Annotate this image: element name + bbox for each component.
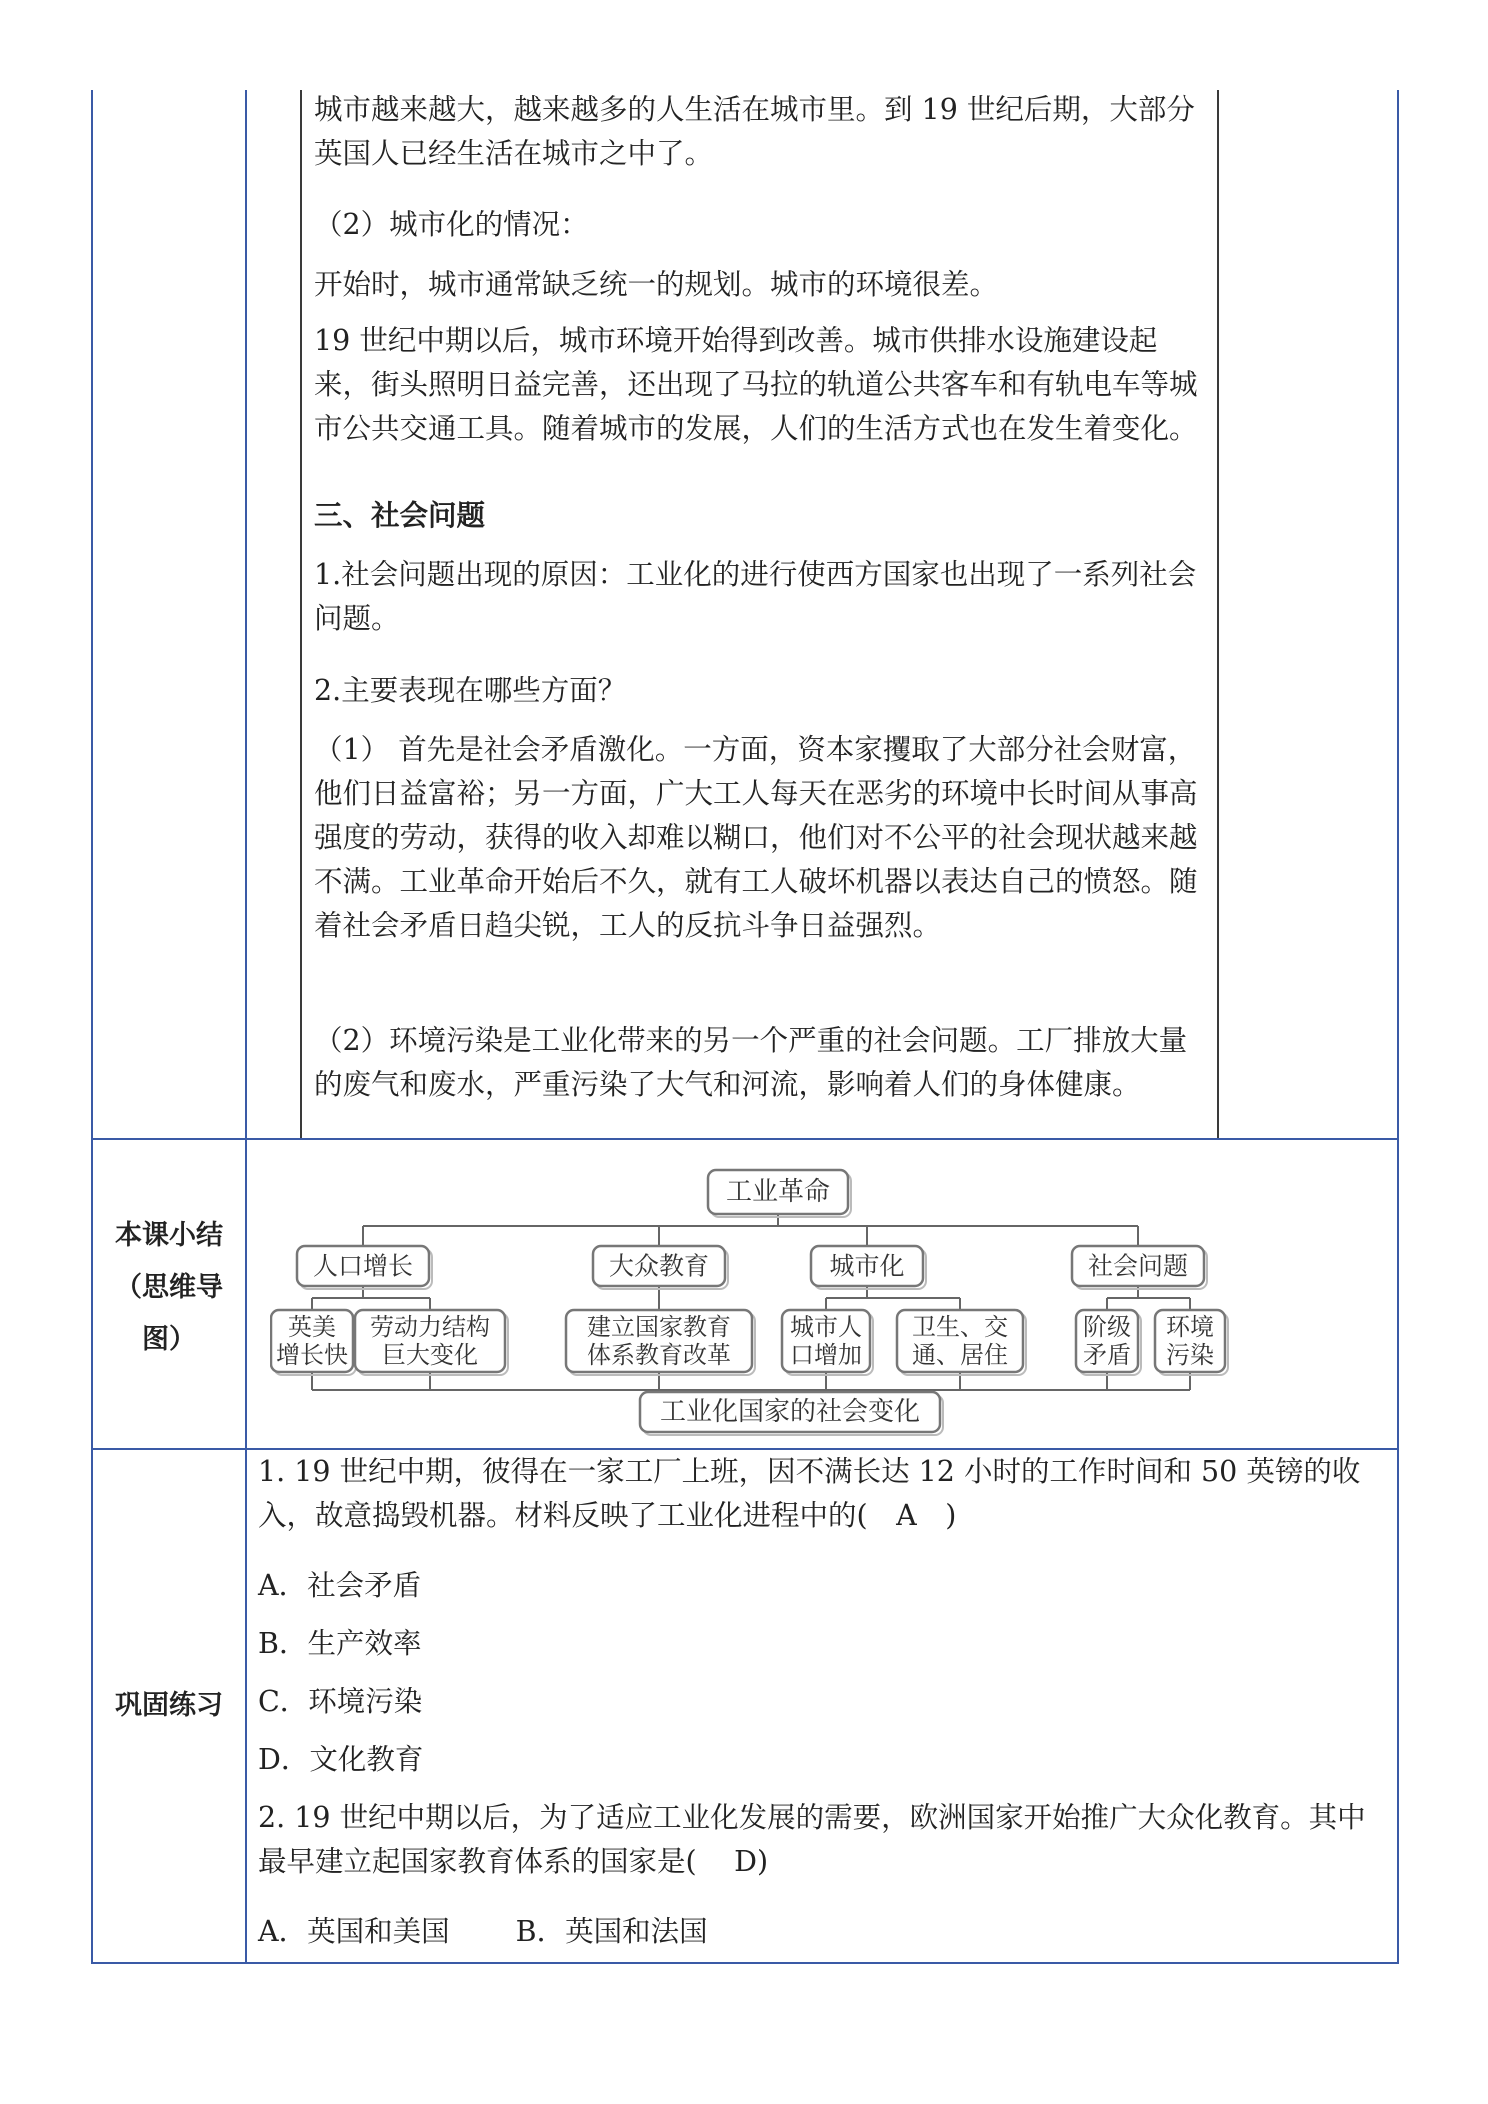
mind-map-root [708, 1170, 851, 1217]
paragraph-environment-pollution: （2）环境污染是工业化带来的另一个严重的社会问题。工厂排放大量的废气和废水，严重污染了大气和河流，影响着人们的身体健康。 [314, 1024, 1188, 1101]
mind-map-bottom-text: 工业化国家的社会变化 [659, 1397, 921, 1427]
mind-map-leaf-text: 英美 [288, 1313, 336, 1341]
mind-map-leaf [1076, 1310, 1141, 1375]
mind-map-leaf-text: 建立国家教育 [587, 1313, 731, 1341]
summary-label-line-1: 本课小结 [115, 1220, 223, 1251]
summary-label-line-3: 图） [142, 1324, 196, 1355]
mind-map-leaf [355, 1310, 508, 1375]
mind-map-leaf-text: 巨大变化 [382, 1341, 478, 1369]
question-2-options: A．英国和美国 B．英国和法国 [258, 1915, 708, 1948]
mind-map [270, 1168, 1270, 1438]
paragraph-urban-start: 开始时，城市通常缺乏统一的规划。城市的环境很差。 [314, 268, 999, 301]
mind-map-leaf [782, 1310, 873, 1375]
mind-map-leaf-text: 口增加 [790, 1341, 862, 1369]
table-bottom-border [91, 1962, 1399, 1964]
question-1-option-a: A．社会矛盾 [258, 1569, 422, 1602]
summary-label-line-2: （思维导 [115, 1272, 223, 1303]
mind-map-bottom [640, 1392, 943, 1435]
mind-map-leaf-text: 体系教育改革 [587, 1341, 731, 1369]
table-row-divider-1 [91, 1138, 1399, 1140]
mind-map-branch-text: 城市化 [829, 1251, 905, 1281]
question-1-stem: 1. 19 世纪中期，彼得在一家工厂上班，因不满长达 12 小时的工作时间和 50 英镑的收入，故意捣毁机器。材料反映了工业化进程中的( A ) [258, 1455, 1361, 1532]
practice-label: 巩固练习 [115, 1690, 223, 1721]
mind-map-branch [297, 1246, 432, 1289]
mind-map-leaf-text: 阶级 [1083, 1313, 1131, 1341]
mind-map-root-text: 工业革命 [725, 1177, 831, 1207]
question-1-option-d: D．文化教育 [258, 1743, 424, 1776]
mind-map-leaf [897, 1310, 1026, 1375]
question-1-option-c: C．环境污染 [258, 1685, 423, 1718]
paragraph-urban-improvement: 19 世纪中期以后，城市环境开始得到改善。城市供排水设施建设起来，街头照明日益完善，还出现了马拉的轨道公共客车和有轨电车等城市公共交通工具。随着城市的发展，人们的生活方式也在发生着变化。 [314, 324, 1198, 445]
question-2-stem: 2. 19 世纪中期以后，为了适应工业化发展的需要，欧洲国家开始推广大众化教育。其中最早建立起国家教育体系的国家是( D) [258, 1801, 1366, 1878]
mind-map-leaf-text: 城市人 [790, 1313, 862, 1341]
mind-map-branch [593, 1246, 728, 1289]
inner-box-right-border [1217, 90, 1219, 1138]
mind-map-branch-text: 人口增长 [312, 1251, 414, 1281]
table-right-border [1397, 90, 1399, 1964]
paragraph-social-problem-cause: 1.社会问题出现的原因：工业化的进行使西方国家也出现了一系列社会问题。 [314, 558, 1197, 635]
mind-map-leaf [1155, 1310, 1228, 1375]
paragraph-urbanization-heading: （2）城市化的情况： [314, 208, 589, 241]
question-1-option-b: B．生产效率 [258, 1627, 422, 1660]
inner-box-left-border [300, 90, 302, 1138]
mind-map-branch [1072, 1246, 1207, 1289]
mind-map-leaf-text: 矛盾 [1083, 1341, 1131, 1369]
paragraph-social-conflict: （1） 首先是社会矛盾激化。一方面，资本家攫取了大部分社会财富，他们日益富裕；另一方面，广大工人每天在恶劣的环境中长时间从事高强度的劳动，获得的收入却难以糊口，他们对不公平的社会现状越来越不满。工业革命开始后不久，就有工人破坏机器以表达自己的愤怒。随着社会矛盾日趋尖锐，工人的反抗斗争日益强烈。 [314, 733, 1198, 942]
mind-map-nodes [271, 1170, 1228, 1435]
section-heading-social-problems: 三、社会问题 [314, 499, 486, 532]
mind-map-branch-text: 大众教育 [608, 1251, 710, 1281]
mind-map-leaf [271, 1310, 356, 1375]
mind-map-leaf-text: 卫生、交 [912, 1313, 1008, 1341]
mind-map-leaf-text: 污染 [1166, 1341, 1214, 1369]
table-col-divider [245, 90, 247, 1964]
mind-map-leaf-text: 环境 [1166, 1313, 1214, 1341]
mind-map-branch [811, 1246, 926, 1289]
mind-map-leaf-text: 增长快 [276, 1341, 348, 1369]
mind-map-leaf [566, 1310, 755, 1375]
mind-map-leaf-text: 劳动力结构 [370, 1313, 490, 1341]
paragraph-main-manifestations: 2.主要表现在哪些方面？ [314, 674, 627, 707]
mind-map-branch-text: 社会问题 [1087, 1251, 1189, 1281]
paragraph-urban-growth: 城市越来越大，越来越多的人生活在城市里。到 19 世纪后期，大部分英国人已经生活在城市之中了。 [314, 93, 1195, 170]
summary-label [93, 1210, 245, 1366]
mind-map-leaf-text: 通、居住 [912, 1341, 1008, 1369]
